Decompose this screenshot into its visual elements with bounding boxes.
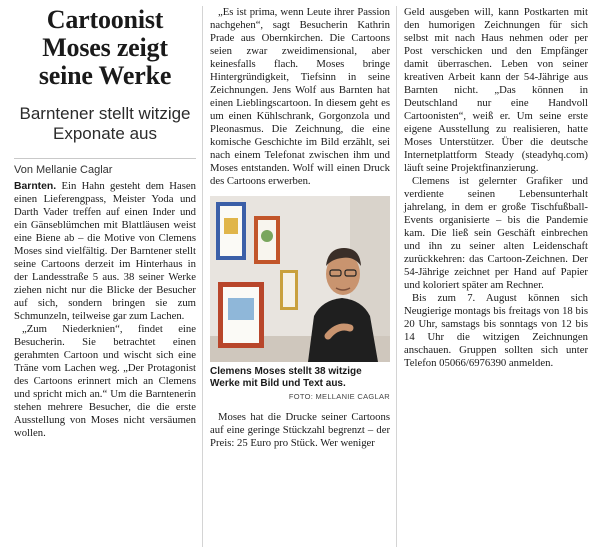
article-paragraph: Moses hat die Drucke seiner Cartoons auf eine geringe Stückzahl begrenzt – der Preis: 25 Euro pro Stück. Wer weniger <box>210 411 390 449</box>
byline: Von Mellanie Caglar <box>14 164 113 176</box>
article-paragraph: Geld ausgeben will, kann Postkarten mit den humorigen Zeichnungen für sich selbst mit nach Haus nehmen oder per Post verschicken und den Empfänger damit überraschen. Leben von seiner kreativen Arbeit kann der 54-Jährige aus Barnten nicht. „Das können in Deutschland nur eine Handvoll Cartoonisten“, weiß er. Um seine erste eigene Ausstellung zu realisieren, hatte Moses Unterstützer. Über die deutsche Internetplattform Steady (steadyhq.com) läuft seine Projektfinanzierung. <box>404 6 588 174</box>
article-paragraph: „Es ist prima, wenn Leute ihrer Passion nachgehen“, sagt Besucherin Kathrin Prade aus Obernkirchen. Die Cartoons seien zwar zweidimensional, aber keinesfalls flach. Moses bringe Hintergründigkeit, Tiefsinn in seine Zeichnungen. Jens Wolf aus Barnten hat einen Lieblingscartoon. In diesem geht es um einen Kühlschrank, Gorgonzola und Pleonasmus. Die Zeichnung, die eine komische Geschichte im Bild erzählt, sei nach einem Telefonat zwischen ihm und Moses entstanden. Wolf will einen Druck des Cartoons erwerben. <box>210 6 390 187</box>
byline-divider <box>14 158 196 159</box>
article-paragraph: Barnten. Ein Hahn gesteht dem Hasen einen Lieferengpass, Meister Yoda und Darth Vader treffen auf einen Inder und ein Gänseblümchen mit Blattläusen weist eine Biene ab – die Motive von Clemens Moses sind vielfältig. Der Barntener stellt seine Cartoons derzeit im Hinterhaus in der Landesstraße 5 aus. 38 seiner Werke ziehen nicht nur die Blicke der Besucher auf sich, sondern bringen sie zum Schmunzeln, teilweise gar zum Lachen. <box>14 180 196 322</box>
article-paragraph: Bis zum 7. August können sich Neugierige montags bis freitags von 18 bis 20 Uhr, samstags bis sonntags von 12 bis 14 Uhr die witzigen Zeichnungen anschauen. Gruppen sollten sich unter Telefon 05066/6976390 anmelden. <box>404 292 588 369</box>
article-photo <box>210 196 390 362</box>
dateline: Barnten. <box>14 181 57 192</box>
cartoonist-photo-image <box>210 196 390 362</box>
column-1 <box>14 6 196 440</box>
headline: Cartoonist Moses zeigt seine Werke <box>38 5 172 90</box>
article-paragraph: Clemens ist gelernter Grafiker und verdiente seinen Lebensunterhalt jahrelang, in dem er große Tischfußball-Events organisierte – bis die Pandemie kam. Die ließ sein Geschäft einbrechen und ihn zu seiner alten Leidenschaft zurückkehren: das Cartoon-Zeichnen. Der 54-Jährige zeichnet per Hand auf Papier und koloriert später am Rechner. <box>404 175 588 291</box>
column-divider <box>202 6 203 547</box>
column-3 <box>404 6 588 370</box>
article-paragraph: „Zum Niederknien“, findet eine Besucherin. Sie betrachtet einen gerahmten Cartoon und wischt sich eine Träne vom Lachen weg. „Der Protagonist des Cartoons erinnert mich an Clemens und spricht mich an.“ Um die Barntenerin stehen mehrere Besucher, die die erste Ausstellung von Moses nicht versäumen wollen. <box>14 323 196 439</box>
column-divider <box>396 6 397 547</box>
subheadline: Barntener stellt witzige Exponate aus <box>19 104 191 143</box>
photo-caption: Clemens Moses stellt 38 witzige Werke mit Bild und Text aus. <box>210 366 362 389</box>
column-2 <box>210 6 390 450</box>
photo-credit: FOTO: MELLANIE CAGLAR <box>288 392 390 401</box>
